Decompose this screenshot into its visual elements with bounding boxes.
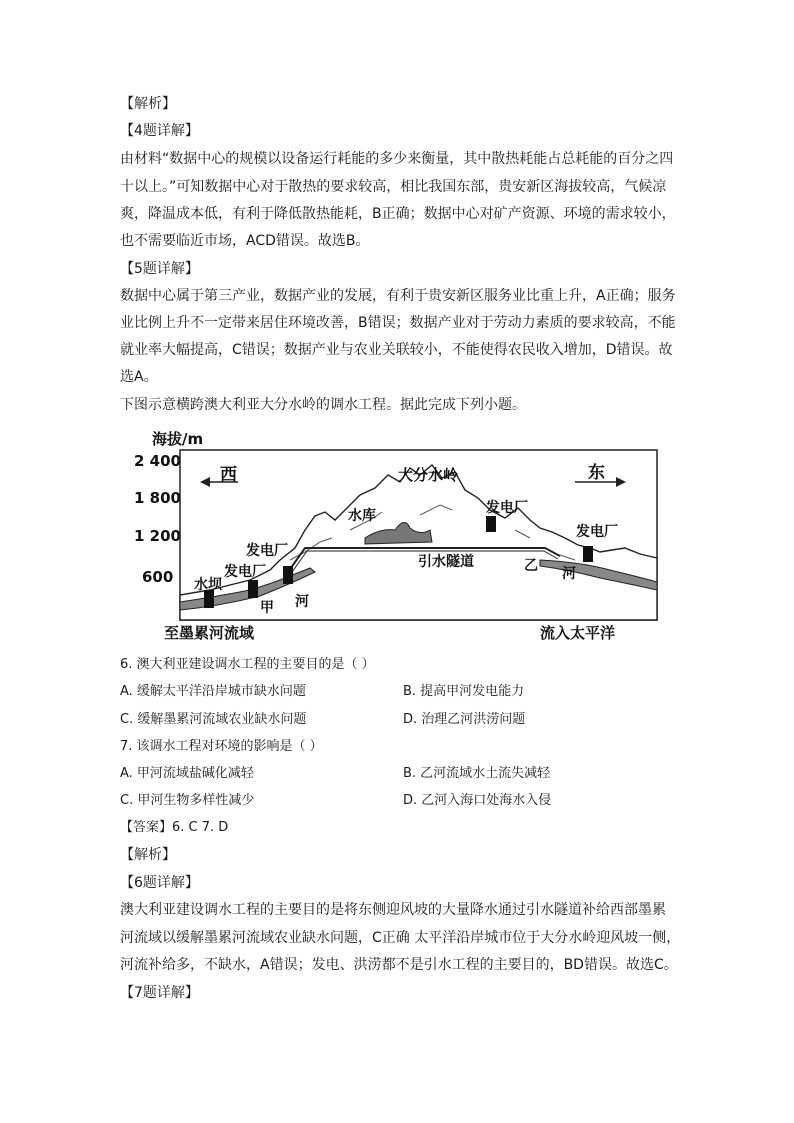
y-tick: 1 200: [134, 527, 181, 545]
q6-heading: 【6题详解】: [120, 875, 199, 891]
plant-label: 发电厂: [486, 500, 528, 516]
q5-text-line: 数据中心属于第三产业，数据产业的发展，有利于贵安新区服务业比重上升，A正确；服务: [120, 288, 676, 304]
q7-option-b[interactable]: B. 乙河流域水土流失减轻: [403, 766, 551, 781]
reservoir-label: 水库: [348, 508, 376, 524]
plant-label: 发电厂: [576, 524, 618, 540]
q5-heading: 【5题详解】: [120, 261, 199, 277]
q4-text-line: 十以上。”可知数据中心对于散热的要求较高，相比我国东部，贵安新区海拔较高，气候凉: [120, 179, 667, 195]
q7-heading: 【7题详解】: [120, 985, 199, 1001]
dam-label: 水坝: [194, 577, 222, 593]
plant-label: 发电厂: [224, 564, 266, 580]
q7-option-a[interactable]: A. 甲河流域盐碱化减轻: [120, 766, 254, 781]
power-plant-marker: [486, 516, 496, 532]
power-plant-marker: [248, 580, 258, 598]
plant-label: 发电厂: [246, 543, 288, 559]
y-axis-label: 海拔/m: [152, 430, 204, 448]
power-plant-marker: [283, 566, 293, 584]
tunnel-label: 引水隧道: [418, 554, 474, 570]
q6-option-a[interactable]: A. 缓解太平洋沿岸城市缺水问题: [120, 684, 306, 699]
q4-text-line: 也不需要临近市场，ACD错误。故选B。: [120, 233, 370, 249]
y-tick: 1 800: [134, 489, 181, 507]
river-yi-label: 河: [562, 566, 576, 582]
q6-option-c[interactable]: C. 缓解墨累河流域农业缺水问题: [120, 712, 307, 727]
q4-text-line: 爽，降温成本低，有利于降低散热能耗，B正确；数据中心对矿产资源、环境的需求较小，: [120, 206, 676, 222]
answer-line: 【答案】6. C 7. D: [120, 820, 229, 835]
q6-text-line: 河流域以缓解墨累河流域农业缺水问题，C正确 太平洋沿岸城市位于大分水岭迎风坡一侧，: [120, 930, 681, 946]
power-plant-marker: [583, 546, 593, 562]
river-jia-label: 甲: [260, 600, 274, 616]
q7-option-c[interactable]: C. 甲河生物多样性减少: [120, 793, 255, 808]
q5-text-line: 业比例上升不一定带来居住环境改善，B错误；数据产业对于劳动力素质的要求较高，不能: [120, 315, 676, 331]
water-diversion-figure: [120, 420, 665, 645]
q6-text-line: 河流补给多，不缺水，A错误；发电、洪涝都不是引水工程的主要目的，BD错误。故选C。: [120, 957, 678, 973]
q4-text-line: 由材料“数据中心的规模以设备运行耗能的多少来衡量，其中散热耗能占总耗能的百分之四: [120, 151, 674, 167]
q5-text-line: 就业率大幅提高，C错误；数据产业与农业关联较小，不能使得农民收入增加，D错误。故: [120, 342, 673, 358]
divide-label: 大分水岭: [398, 466, 459, 484]
west-label: 西: [220, 465, 237, 485]
q7-stem: 7. 该调水工程对环境的影响是（ ）: [120, 739, 323, 754]
q6-stem: 6. 澳大利亚建设调水工程的主要目的是（ ）: [120, 657, 375, 672]
river-jia-label: 河: [295, 594, 309, 610]
east-arrowhead: [616, 477, 626, 487]
y-tick: 2 400: [134, 452, 181, 470]
q6-option-b[interactable]: B. 提高甲河发电能力: [403, 684, 525, 699]
river-yi-label: 乙: [524, 558, 538, 574]
west-arrowhead: [200, 477, 210, 487]
y-tick: 600: [142, 568, 174, 586]
q7-option-d[interactable]: D. 乙河入海口处海水入侵: [403, 793, 552, 808]
east-label: 东: [588, 463, 605, 483]
to-pacific-label: 流入太平洋: [540, 624, 616, 642]
figure-intro: 下图示意横跨澳大利亚大分水岭的调水工程。据此完成下列小题。: [120, 397, 526, 413]
q4-heading: 【4题详解】: [120, 123, 199, 139]
analysis-heading: 【解析】: [120, 96, 176, 112]
analysis-heading: 【解析】: [120, 847, 176, 863]
q5-text-line: 选A。: [120, 369, 158, 385]
q6-text-line: 澳大利亚建设调水工程的主要目的是将东侧迎风坡的大量降水通过引水隧道补给西部墨累: [120, 902, 666, 918]
q6-option-d[interactable]: D. 治理乙河洪涝问题: [403, 712, 526, 727]
to-murray-label: 至墨累河流域: [164, 624, 255, 642]
